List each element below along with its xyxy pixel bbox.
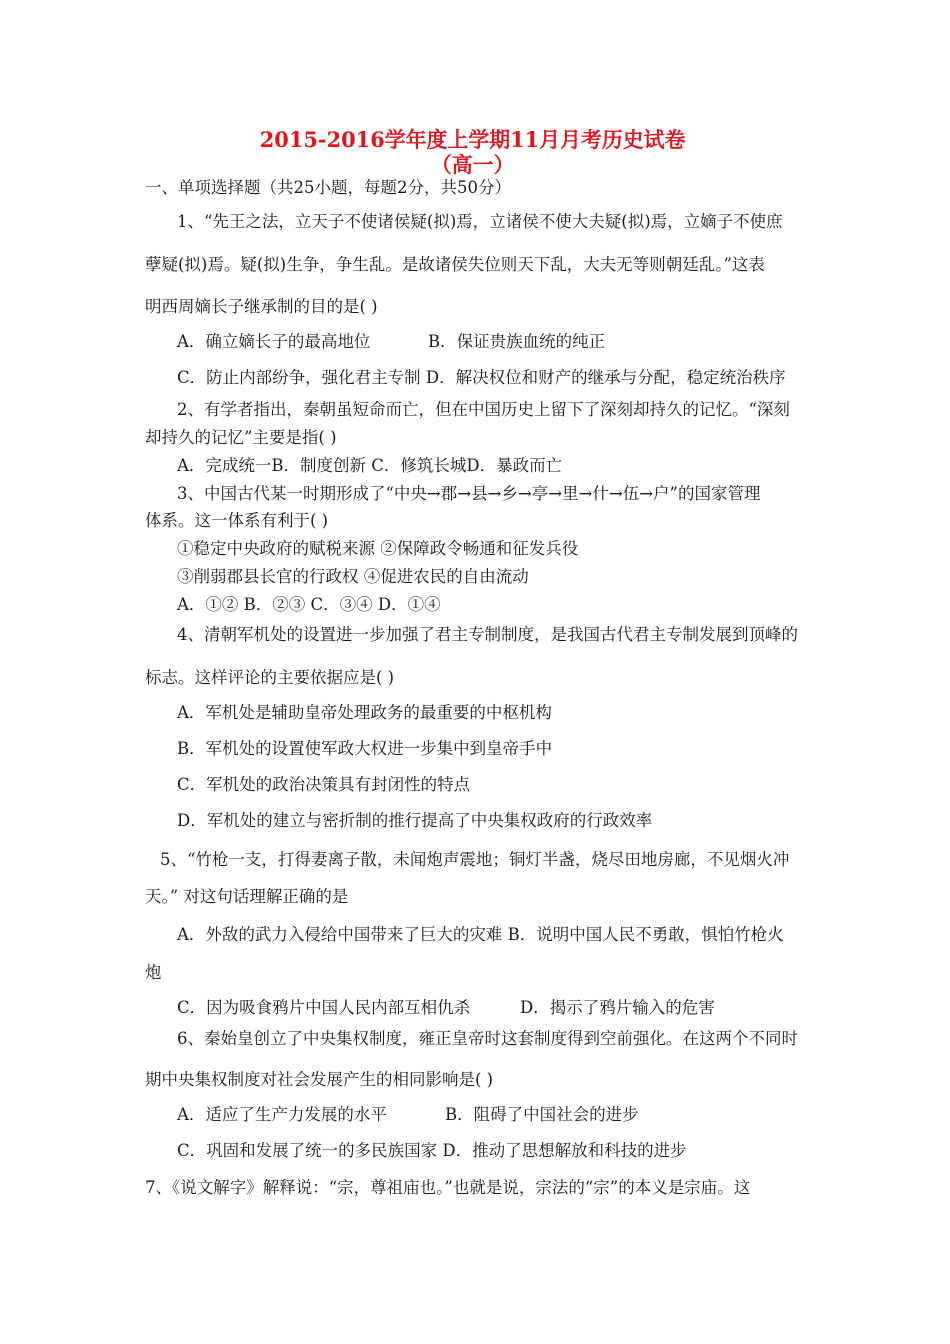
question-line: 标志。这样评论的主要依据应是( ) — [145, 668, 395, 687]
question-line: 期中央集权制度对社会发展产生的相同影响是( ) — [145, 1070, 494, 1089]
option-b: B．保证贵族血统的纯正 — [428, 332, 606, 351]
section-heading: 一、单项选择题（共25小题，每题2分，共50分） — [145, 178, 511, 197]
option-a: A．适应了生产力发展的水平 — [177, 1105, 387, 1124]
question-line: 2、有学者指出，秦朝虽短命而亡，但在中国历史上留下了深刻却持久的记忆。“深刻 — [177, 400, 790, 419]
option-row: A．①② B．②③ C．③④ D．①④ — [177, 595, 441, 614]
option-b: B．阻碍了中国社会的进步 — [445, 1105, 639, 1124]
exam-subtitle: （高一） — [430, 152, 515, 177]
question-line: 6、秦始皇创立了中央集权制度，雍正皇帝时这套制度得到空前强化。在这两个不同时 — [177, 1029, 798, 1048]
question-line: 体系。这一体系有利于( ) — [145, 511, 329, 530]
option-row: B．军机处的设置使军政大权进一步集中到皇帝手中 — [177, 739, 553, 758]
option-row: D．军机处的建立与密折制的推行提高了中央集权政府的行政效率 — [177, 811, 653, 830]
option-d: D．揭示了鸦片输入的危害 — [520, 998, 715, 1017]
option-a: A．确立嫡长子的最高地位 — [177, 332, 371, 351]
question-line: ③削弱郡县长官的行政权 ④促进农民的自由流动 — [177, 567, 529, 586]
question-line: 1、“先王之法，立天子不使诸侯疑(拟)焉，立诸侯不使大夫疑(拟)焉，立嫡子不使庶 — [177, 212, 783, 231]
question-line: 7、《说文解字》解释说：“宗，尊祖庙也。”也就是说，宗法的“宗”的本义是宗庙。这 — [145, 1178, 751, 1197]
option-row: C．军机处的政治决策具有封闭性的特点 — [177, 775, 471, 794]
question-line: 3、中国古代某一时期形成了“中央→郡→县→乡→亭→里→什→伍→户”的国家管理 — [177, 484, 761, 503]
option-row: A．外敌的武力入侵给中国带来了巨大的灾难 B．说明中国人民不勇敢，惧怕竹枪火 — [177, 925, 784, 944]
option-row: C．巩固和发展了统一的多民族国家 D．推动了思想解放和科技的进步 — [177, 1141, 687, 1160]
option-row: A．完成统一B．制度创新 C．修筑长城D．暴政而亡 — [177, 456, 563, 475]
question-line: 明西周嫡长子继承制的目的是( ) — [145, 297, 378, 316]
exam-title: 2015-2016学年度上学期11月月考历史试卷 — [259, 127, 686, 152]
option-row: C．防止内部纷争，强化君主专制 D．解决权位和财产的继承与分配，稳定统治秩序 — [177, 368, 786, 387]
question-line: 却持久的记忆”主要是指( ) — [145, 428, 337, 447]
question-line: 孽疑(拟)焉。疑(拟)生争，争生乱。是故诸侯失位则天下乱，大夫无等则朝廷乱。”这表 — [145, 255, 765, 274]
option-row: A．军机处是辅助皇帝处理政务的最重要的中枢机构 — [177, 703, 552, 722]
question-line: 5、“竹枪一支，打得妻离子散，未闻炮声震地；铜灯半盏，烧尽田地房廊，不见烟火冲 — [160, 850, 790, 869]
question-line: 4、清朝军机处的设置进一步加强了君主专制制度，是我国古代君主专制发展到顶峰的 — [177, 625, 798, 644]
question-line: 天。” 对这句话理解正确的是 — [145, 887, 349, 906]
option-row: 炮 — [145, 963, 162, 982]
question-line: ①稳定中央政府的赋税来源 ②保障政令畅通和征发兵役 — [177, 539, 579, 558]
option-c: C．因为吸食鸦片中国人民内部互相仇杀 — [177, 998, 471, 1017]
